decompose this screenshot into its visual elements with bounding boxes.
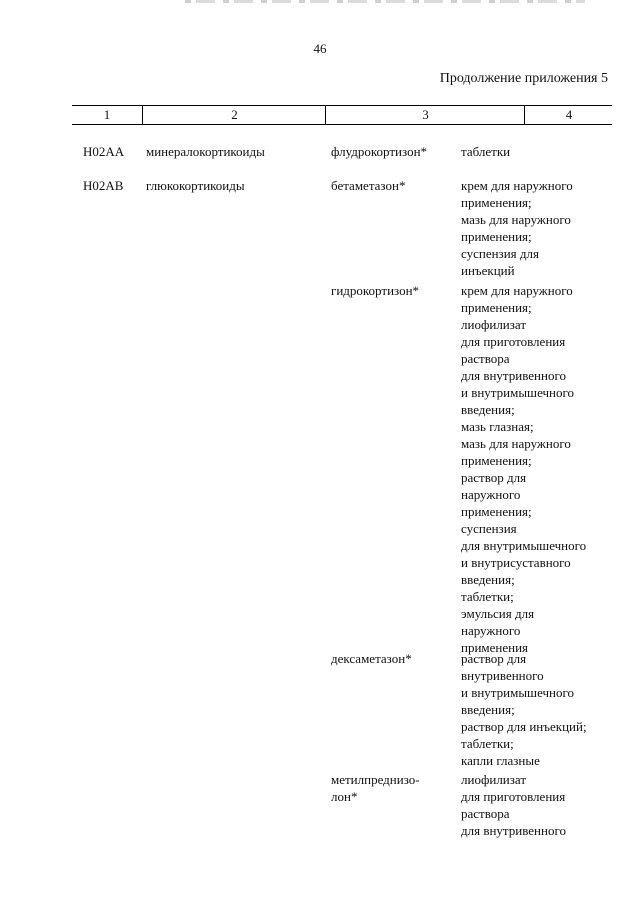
dosage-form-line: и внутримышечного	[461, 685, 575, 700]
dosage-form-line: введения;	[461, 702, 515, 717]
dosage-form-line: для приготовления	[461, 334, 566, 349]
atc-code: H02AB	[83, 178, 124, 193]
dosage-form-line: эмульсия для	[461, 606, 535, 621]
dosage-forms	[461, 177, 631, 279]
atc-code: H02AA	[83, 144, 125, 159]
dosage-form-line: мазь для наружного	[461, 212, 571, 227]
dosage-form-line: для внутримышечного	[461, 538, 587, 553]
continuation-title: Продолжение приложения 5	[439, 71, 608, 86]
dosage-form-line: введения;	[461, 402, 515, 417]
dosage-form-line: применения;	[461, 229, 532, 244]
header-col-4: 4	[524, 106, 613, 124]
dosage-form-line: для внутривенного	[461, 823, 566, 838]
dosage-form-line: применения;	[461, 300, 532, 315]
group-name: глюкокортикоиды	[146, 178, 245, 193]
dosage-form-line: применения;	[461, 195, 532, 210]
dosage-form-line: для приготовления	[461, 789, 566, 804]
dosage-form-line: применения	[461, 640, 529, 655]
dosage-forms	[461, 282, 631, 656]
dosage-form-line: применения;	[461, 504, 532, 519]
dosage-form-line: инъекций	[461, 263, 515, 278]
drug-name: бетаметазон*	[331, 178, 406, 193]
dosage-form-line: лиофилизат	[461, 317, 527, 332]
dosage-form-line: суспензия	[461, 521, 517, 536]
dosage-form-line: суспензия для	[461, 246, 539, 261]
dosage-form-line: введения;	[461, 572, 515, 587]
dosage-form-line: и внутримышечного	[461, 385, 575, 400]
drug-name: флудрокортизон*	[331, 144, 428, 159]
dosage-form-line: применения;	[461, 453, 532, 468]
scan-artifact	[185, 0, 585, 3]
dosage-form-line: мазь глазная;	[461, 419, 534, 434]
drug-name	[331, 771, 420, 805]
dosage-form-line: раствора	[461, 351, 510, 366]
dosage-forms	[461, 650, 631, 769]
dosage-form-line: для внутривенного	[461, 368, 566, 383]
group-name: минералокортикоиды	[146, 144, 265, 159]
dosage-form-line: таблетки;	[461, 736, 514, 751]
dosage-form-line: наружного	[461, 487, 521, 502]
header-col-3: 3	[325, 106, 525, 124]
header-col-2: 2	[142, 106, 326, 124]
page-number: 46	[313, 41, 327, 56]
dosage-form-line: раствор для инъекций;	[461, 719, 587, 734]
drug-name: дексаметазон*	[331, 651, 412, 666]
dosage-form-line: крем для наружного	[461, 178, 573, 193]
dosage-forms	[461, 771, 631, 839]
dosage-form-line: лиофилизат	[461, 772, 527, 787]
drug-name-line: лон*	[331, 789, 358, 804]
dosage-form-line: раствора	[461, 806, 510, 821]
dosage-form-line: капли глазные	[461, 753, 540, 768]
header-col-1: 1	[103, 107, 111, 122]
dosage-form-line: таблетки	[461, 144, 511, 159]
dosage-form-line: внутривенного	[461, 668, 544, 683]
dosage-form-line: раствор для	[461, 651, 527, 666]
dosage-form-line: крем для наружного	[461, 283, 573, 298]
dosage-form-line: раствор для	[461, 470, 527, 485]
dosage-form-line: мазь для наружного	[461, 436, 571, 451]
dosage-forms	[461, 143, 631, 160]
drug-name: гидрокортизон*	[331, 283, 420, 298]
dosage-form-line: таблетки;	[461, 589, 514, 604]
dosage-form-line: и внутрисуставного	[461, 555, 571, 570]
dosage-form-line: наружного	[461, 623, 521, 638]
drug-name-line: метилпреднизо-	[331, 772, 420, 787]
table-header-row	[72, 105, 612, 125]
